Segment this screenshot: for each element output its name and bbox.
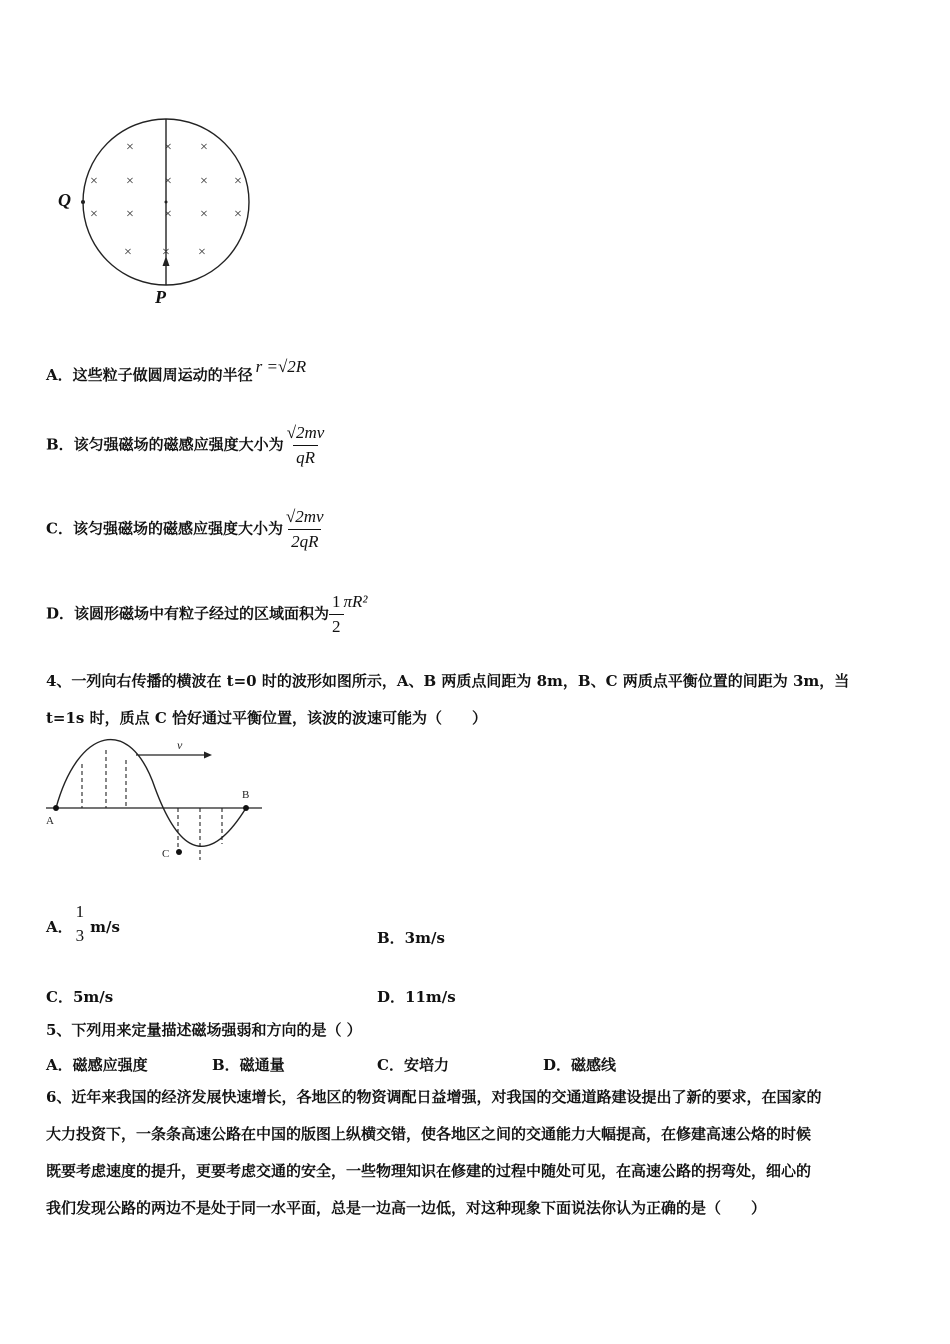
fraction-denominator: 2qR bbox=[288, 529, 321, 552]
q6-line-2: 大力投资下，一条条高速公路在中国的版图上纵横交错，使各地区之间的交通能力大幅提高，在修建高速公烙的时候 bbox=[46, 1125, 812, 1143]
option-d-tail: πR² bbox=[343, 591, 368, 611]
point-a-dot bbox=[53, 805, 59, 811]
field-cross: × bbox=[124, 245, 132, 260]
point-q-dot bbox=[81, 200, 85, 204]
label-q: Q bbox=[58, 190, 71, 210]
question-4-stem bbox=[46, 663, 908, 737]
option-c-fraction bbox=[283, 507, 327, 552]
q4-line-1: 4、一列向右传播的横波在 t=0 时的波形如图所示，A、B 两质点间距为 8m，B、C 两质点平衡位置的间距为 3m，当 bbox=[46, 672, 850, 690]
label-c: C bbox=[162, 848, 170, 860]
field-cross: × bbox=[200, 207, 208, 222]
fraction-denominator: qR bbox=[293, 445, 318, 468]
point-b-dot bbox=[243, 805, 249, 811]
field-cross: × bbox=[164, 174, 172, 189]
field-cross: × bbox=[234, 207, 242, 222]
dashed-lines bbox=[82, 750, 222, 860]
option-d-text: D．该圆形磁场中有粒子经过的区域面积为 bbox=[46, 604, 330, 623]
option-c-q3 bbox=[46, 507, 327, 552]
option-b-q3 bbox=[46, 423, 327, 468]
fraction-denominator: 3 bbox=[75, 926, 85, 945]
field-cross: × bbox=[90, 207, 98, 222]
q5-option-d: D．磁感线 bbox=[543, 1056, 617, 1074]
label-a: A bbox=[46, 815, 54, 827]
fraction-denominator: 2 bbox=[329, 614, 344, 637]
option-a-formula: r =√2R bbox=[255, 357, 307, 376]
q5-option-b: B．磁通量 bbox=[212, 1056, 285, 1074]
velocity-arrow-head bbox=[204, 752, 212, 759]
option-a-text: A．这些粒子做圆周运动的半径 bbox=[46, 366, 253, 384]
option-b-fraction bbox=[284, 423, 328, 468]
q4-option-a-unit: m/s bbox=[90, 918, 120, 936]
q4-option-a bbox=[46, 902, 120, 946]
field-cross: × bbox=[234, 174, 242, 189]
label-b: B bbox=[242, 789, 250, 801]
field-cross: × bbox=[200, 174, 208, 189]
option-b-text: B．该匀强磁场的磁感应强度大小为 bbox=[46, 435, 284, 454]
circular-field-figure bbox=[50, 110, 260, 310]
question-6-stem bbox=[46, 1079, 908, 1227]
q4-option-b: B．3m/s bbox=[377, 929, 445, 947]
wave-figure bbox=[40, 736, 270, 876]
field-cross: × bbox=[90, 174, 98, 189]
question-5-stem: 5、下列用来定量描述磁场强弱和方向的是（ ） bbox=[46, 1021, 362, 1039]
q4-line-2: t=1s 时，质点 C 恰好通过平衡位置，该波的波速可能为（ ） bbox=[46, 709, 487, 727]
q6-line-4: 我们发现公路的两边不是处于同一水平面，总是一边高一边低，对这种现象下面说法你认为正确的是（ ） bbox=[46, 1199, 767, 1217]
label-v: v bbox=[177, 738, 183, 752]
fraction-numerator: 1 bbox=[332, 592, 341, 611]
option-d-q3 bbox=[46, 592, 368, 637]
field-cross: × bbox=[162, 245, 170, 260]
field-cross: × bbox=[198, 245, 206, 260]
field-cross: × bbox=[126, 140, 134, 155]
q4-option-a-prefix: A． bbox=[46, 918, 73, 936]
option-d-fraction bbox=[329, 592, 344, 637]
q4-option-a-fraction bbox=[73, 902, 88, 946]
q5-option-a: A．磁感应强度 bbox=[46, 1056, 148, 1074]
field-cross: × bbox=[164, 207, 172, 222]
q5-option-c: C．安培力 bbox=[377, 1056, 449, 1074]
q4-option-d: D．11m/s bbox=[377, 988, 456, 1006]
point-c-dot bbox=[176, 849, 182, 855]
fraction-numerator: √2mv bbox=[285, 507, 324, 526]
fraction-numerator: √2mv bbox=[286, 423, 325, 442]
q6-line-3: 既要考虑速度的提升，更要考虑交通的安全，一些物理知识在修建的过程中随处可见，在高速公路的拐弯处，细心的 bbox=[46, 1162, 812, 1180]
label-p: P bbox=[155, 287, 166, 307]
option-c-text: C．该匀强磁场的磁感应强度大小为 bbox=[46, 519, 283, 538]
field-cross: × bbox=[126, 174, 134, 189]
field-cross: × bbox=[164, 140, 172, 155]
center-dot bbox=[165, 201, 168, 204]
option-a-q3 bbox=[46, 357, 307, 385]
fraction-numerator: 1 bbox=[75, 902, 85, 921]
field-cross: × bbox=[126, 207, 134, 222]
field-cross: × bbox=[200, 140, 208, 155]
q4-option-c: C．5m/s bbox=[46, 988, 114, 1006]
q6-line-1: 6、近年来我国的经济发展快速增长，各地区的物资调配日益增强，对我国的交通道路建设提出了新的要求，在国家的 bbox=[46, 1088, 822, 1106]
